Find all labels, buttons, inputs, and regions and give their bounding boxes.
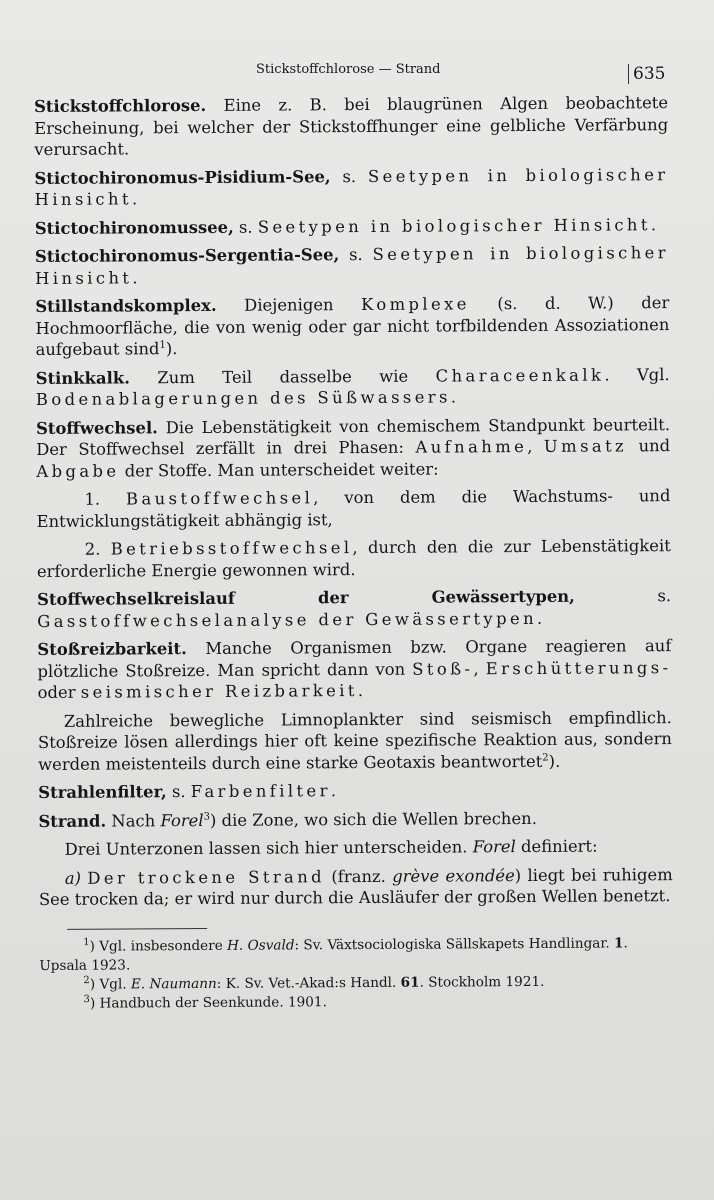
footnote-marker: 1 — [159, 339, 166, 351]
headword: Stictochironomus-Sergentia-See, — [34, 245, 340, 266]
entry-stoffwechselkreislauf: Stoffwechselkreislauf der Gewässertypen, s. Gasstoffwechselanalyse der Gewässertypen. — [37, 586, 672, 631]
footnote: $^2$) Vgl. E. Naumann: K. Sv. Vet.-Akad:s Handl. 61. Stockholm 1921. — [83, 973, 545, 993]
spaced-term: Erschütterungs- — [485, 657, 672, 678]
entry-stictochironomus-pisidium-see: Stictochironomus-Pisidium-See, s. Seetypen in biologischer Hinsicht. — [34, 164, 669, 209]
footnote-marker: 2 — [542, 751, 549, 763]
cross-reference: Farbenfilter — [190, 781, 331, 802]
spaced-term: Betriebsstoffwechsel — [110, 538, 353, 559]
headword: Stictochironomus-Pisidium-See, — [34, 166, 331, 188]
headword: Stickstoffchlorose. — [34, 95, 207, 116]
spaced-term: Baustoffwechsel — [125, 488, 314, 509]
paragraph-zahlreiche: Zahlreiche bewegliche Limnoplankter sind seismisch empfindlich. Stoßreize lösen allerdings hier oft keine spezifische Reaktion aus, sondern werden meistenteils durch eine starke Geotaxis beantwortet$^2$). — [37, 707, 672, 774]
author-name: Forel — [472, 837, 516, 857]
cross-reference: Characeenkalk — [435, 365, 605, 386]
author-name: Forel — [160, 810, 204, 830]
list-item: 2. Betriebsstoffwechsel, durch den die zur Lebenstätigkeit erforderliche Energie gewonnen wird. — [36, 536, 671, 581]
cross-reference: Seetypen in biologischer Hinsicht — [34, 164, 669, 209]
entry-strahlenfilter: Strahlenfilter, s. Farbenfilter. — [38, 781, 337, 802]
entry-stossreizbarkeit: Stoßreizbarkeit. Manche Organismen bzw. Organe reagieren auf plötzliche Stoßreize. Man spricht dann von Stoß-, Erschütterungs- oder seismischer Reizbarkeit. — [37, 636, 672, 702]
page-body — [34, 92, 674, 1013]
paragraph-item-a: a) Der trockene Strand (franz. grève exondée) liegt bei ruhigem See trocken da; er wird nur durch die Ausläufer der großen Wellen benetzt. — [38, 864, 673, 909]
spaced-term: Aufnahme — [415, 436, 528, 457]
entry-strand: Strand. Nach Forel$^3$) die Zone, wo sich die Wellen brechen. — [38, 808, 537, 831]
footnote: $^1$) Vgl. insbesondere H. Osvald: Sv. Växtsociologiska Sällskapets Handlingar. 1. Upsala 1923. — [39, 934, 628, 974]
headword: Stinkkalk. — [35, 367, 130, 388]
entry-stinkkalk: Stinkkalk. Zum Teil dasselbe wie Characeenkalk. Vgl. Bodenablagerungen des Süßwassers. — [35, 364, 670, 409]
entry-stictochironomus-sergentia-see: Stictochironomus-Sergentia-See, s. Seetypen in biologischer Hinsicht. — [34, 243, 670, 288]
entry-stoffwechsel: Stoffwechsel. Die Lebenstätigkeit von chemischem Standpunkt beurteilt. Der Stoffwechsel zerfällt in drei Phasen: Aufnahme, Umsatz und Abgabe der Stoffe. Man unterscheidet weiter: — [35, 414, 671, 481]
spaced-term: Abgabe — [36, 460, 120, 481]
footnote-marker: 3 — [203, 810, 210, 823]
headword: Strahlenfilter, — [38, 782, 167, 802]
spaced-term: Der trockene Strand — [87, 866, 326, 888]
headword: Stoffwechsel. — [35, 417, 158, 438]
item-label: a) — [64, 868, 88, 888]
spaced-term: Umsatz — [543, 436, 628, 456]
spaced-term: Stoß- — [412, 658, 474, 679]
running-title: Stickstoffchlorose — Strand — [256, 62, 441, 77]
entry-stillstandskomplex: Stillstandskomplex. Diejenigen Komplexe (s. d. W.) der Hochmoorfläche, die von wenig oder gar nicht torfbildenden Assoziationen aufgebaut sind$^1$). — [35, 293, 670, 359]
headword: Stictochironomussee, — [34, 217, 234, 238]
headword: Strand. — [38, 811, 107, 831]
page-number: 635 — [628, 64, 665, 84]
footnotes — [39, 934, 673, 1014]
entry-stickstoffchlorose: Stickstoffchlorose. Eine z. B. bei blaugrünen Algen beobachtete Erscheinung, bei welcher der Stickstoffhunger eine gelbliche Verfärbung verursacht. — [34, 93, 669, 159]
spaced-term: seismischer Reizbarkeit — [80, 681, 358, 702]
headword: Stoßreizbarkeit. — [37, 639, 187, 659]
headword: Stillstandskomplex. — [35, 295, 217, 316]
entry-stictochironomussee: Stictochironomussee, s. Seetypen in biologischer Hinsicht. — [34, 214, 657, 238]
headword: Stoffwechselkreislauf der Gewässertypen, — [37, 586, 575, 609]
cross-reference: Seetypen in biologischer Hinsicht — [257, 214, 651, 237]
cross-reference: Gasstoffwechselanalyse der Gewässertypen — [37, 608, 538, 631]
list-item: 1. Baustoffwechsel, von dem die Wachstums- und Entwicklungstätigkeit abhängig ist, — [36, 486, 671, 531]
paragraph-unterzonen: Drei Unterzonen lassen sich hier unterscheiden. Forel definiert: — [64, 836, 598, 859]
footnote: $^3$) Handbuch der Seenkunde. 1901. — [83, 993, 327, 1012]
footnote-divider — [67, 927, 207, 929]
cross-reference: Seetypen in biologischer Hinsicht — [35, 243, 670, 288]
french-term: grève exondée — [392, 865, 515, 886]
cross-reference: Bodenablagerungen des Süßwassers — [35, 387, 451, 409]
cross-reference: Komplexe — [361, 294, 470, 315]
